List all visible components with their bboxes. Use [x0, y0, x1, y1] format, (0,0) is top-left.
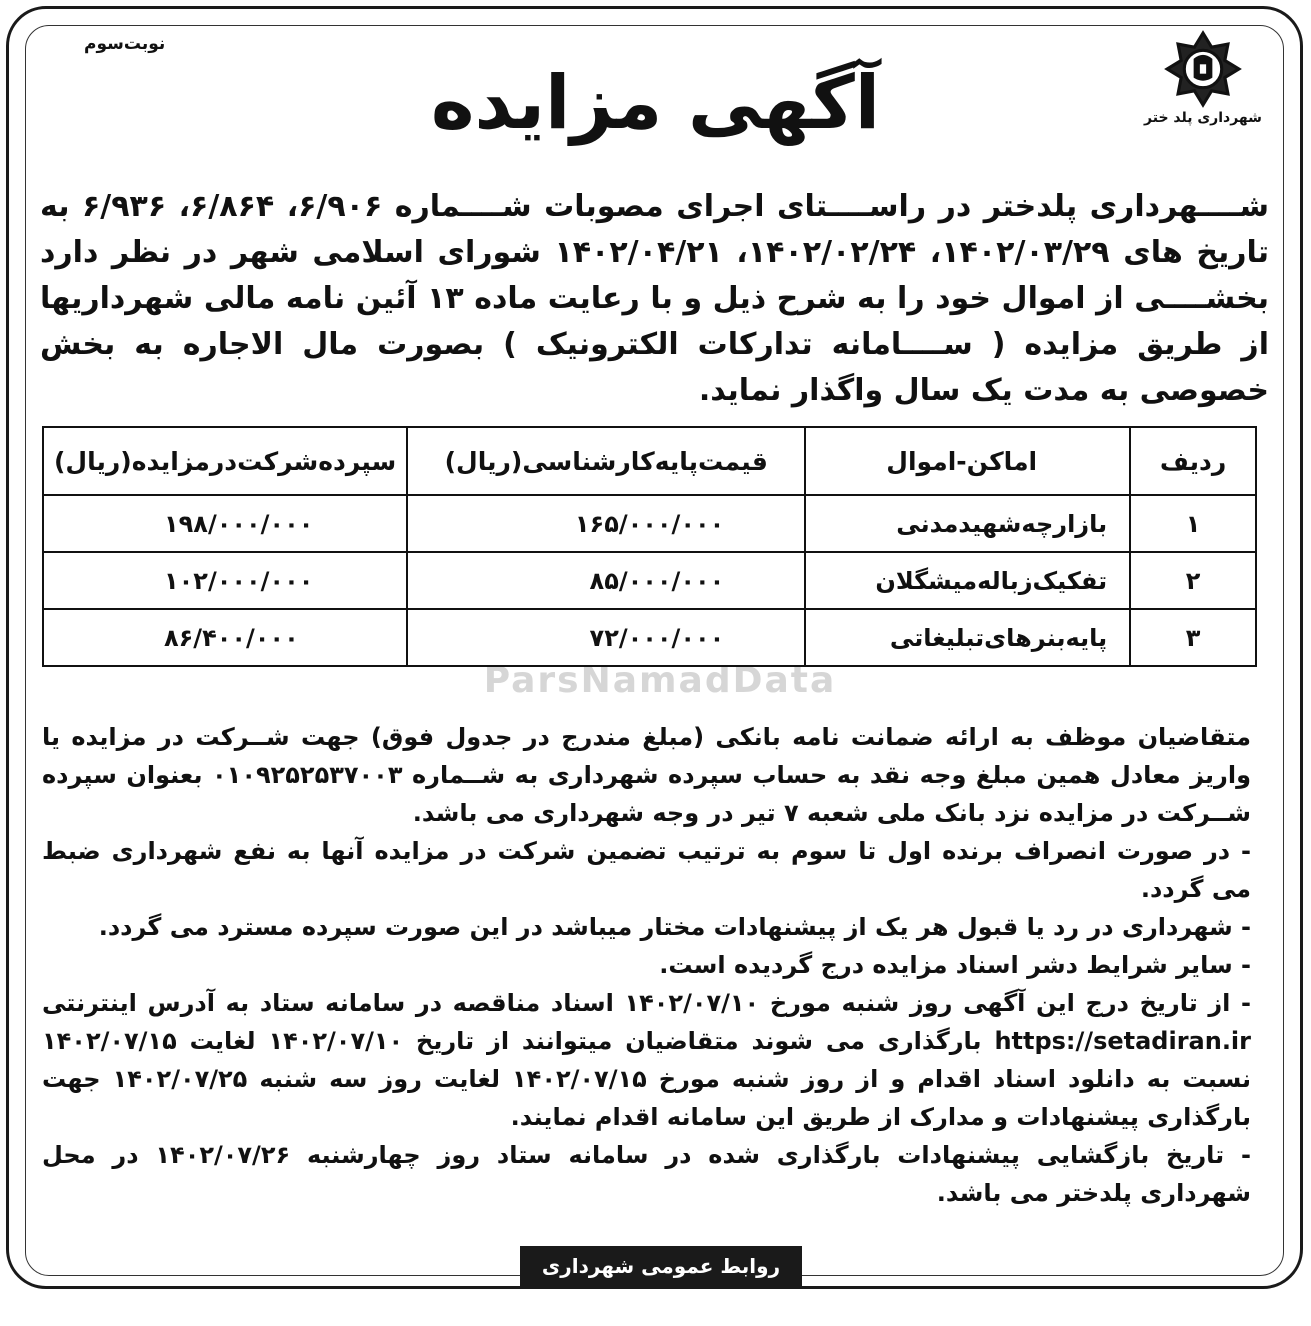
header-index: ردیف: [1130, 427, 1256, 495]
header-base-price: قیمت‌پایه‌کارشناسی(ریال): [407, 427, 805, 495]
footer-public-relations: روابط عمومی شهرداری پلدختر: [520, 1246, 802, 1286]
row-index: ۱: [1130, 495, 1256, 552]
header-property: اماکن-اموال: [805, 427, 1130, 495]
row-deposit: ۱۹۸/۰۰۰/۰۰۰: [43, 495, 407, 552]
condition-item: - شهرداری در رد یا قبول هر یک از پیشنهادات مختار میباشد در این صورت سپرده مسترد می گردد.: [98, 913, 1251, 941]
condition-item: - تاریخ بازگشایی پیشنهادات بارگذاری شده در سامانه ستاد روز چهارشنبه ۱۴۰۲/۰۷/۲۶ در محل شهرداری پلدختر می باشد.: [42, 1141, 1251, 1207]
table-row: [43, 609, 1256, 666]
watermark: ParsNamadData: [483, 660, 837, 701]
row-property: بازارچه‌شهیدمدنی: [805, 495, 1130, 552]
condition-item: - در صورت انصراف برنده اول تا سوم به ترتیب تضمین شرکت در مزایده آنها به نفع شهرداری ضبط می گردد.: [42, 837, 1251, 903]
row-deposit: ۸۶/۴۰۰/۰۰۰: [43, 609, 407, 666]
condition-item: - از تاریخ درج این آگهی روز شنبه مورخ ۱۴۰۲/۰۷/۱۰ اسناد مناقصه در سامانه ستاد به آدرس اینترنتی https://setadiran.ir بارگذاری می شوند متقاضیان میتوانند از تاریخ ۱۴۰۲/۰۷/۱۰ لغایت ۱۴۰۲/۰۷/۱۵ نسبت به دانلود اسناد اقدام و از روز شنبه مورخ ۱۴۰۲/۰۷/۱۵ لغایت روز سه شنبه ۱۴۰۲/۰۷/۲۵ جهت بارگذاری پیشنهادات و مدارک از طریق این سامانه اقدام نمایند.: [42, 989, 1252, 1131]
header-deposit: سپرده‌شرکت‌درمزایده(ریال): [43, 427, 407, 495]
round-label: نوبت‌سوم: [84, 34, 166, 54]
table-header-row: [43, 427, 1256, 495]
table-row: [43, 495, 1256, 552]
row-deposit: ۱۰۲/۰۰۰/۰۰۰: [43, 552, 407, 609]
row-index: ۳: [1130, 609, 1256, 666]
row-property: تفکیک‌زباله‌میشگلان: [805, 552, 1130, 609]
condition-item: - سایر شرایط دشر اسناد مزایده درج گردیده است.: [659, 951, 1251, 979]
row-index: ۲: [1130, 552, 1256, 609]
conditions-section: [42, 718, 1251, 1212]
auction-table: [42, 426, 1257, 667]
row-base-price: ۸۵/۰۰۰/۰۰۰: [407, 552, 805, 609]
logo-caption: شهرداری پلد ختر: [1144, 110, 1262, 126]
table-row: [43, 552, 1256, 609]
guarantee-paragraph: متقاضیان موظف به ارائه ضمانت نامه بانکی (مبلغ مندرج در جدول فوق) جهت شــرکت در مزایده یا واریز معادل همین مبلغ وجه نقد به حساب سپرده شهرداری به شــماره ۰۱۰۹۲۵۲۵۳۷۰۰۳ بعنوان سپرده شــرکت در مزایده نزد بانک ملی شعبه ۷ تیر در وجه شهرداری می باشد.: [42, 723, 1252, 827]
row-property: پایه‌بنرهای‌تبلیغاتی: [805, 609, 1130, 666]
row-base-price: ۷۲/۰۰۰/۰۰۰: [407, 609, 805, 666]
notice-title: آگهی مزایده: [430, 60, 881, 146]
intro-paragraph: شــــهرداری پلدختر در راســــتای اجرای مصوبات شــــماره ۶/۹۰۶، ۶/۸۶۴، ۶/۹۳۶ به تاریخ های ۱۴۰۲/۰۳/۲۹، ۱۴۰۲/۰۲/۲۴، ۱۴۰۲/۰۴/۲۱ شورای اسلامی شهر در نظر دارد بخشــــی از اموال خود را به شرح ذیل و با رعایت ماده ۱۳ آئین نامه مالی شهرداریها از طریق مزایده ( ســــامانه تدارکات الکترونیک ) بصورت مال الاجاره به بخش خصوصی به مدت یک سال واگذار نماید.: [40, 189, 1270, 408]
row-base-price: ۱۶۵/۰۰۰/۰۰۰: [407, 495, 805, 552]
